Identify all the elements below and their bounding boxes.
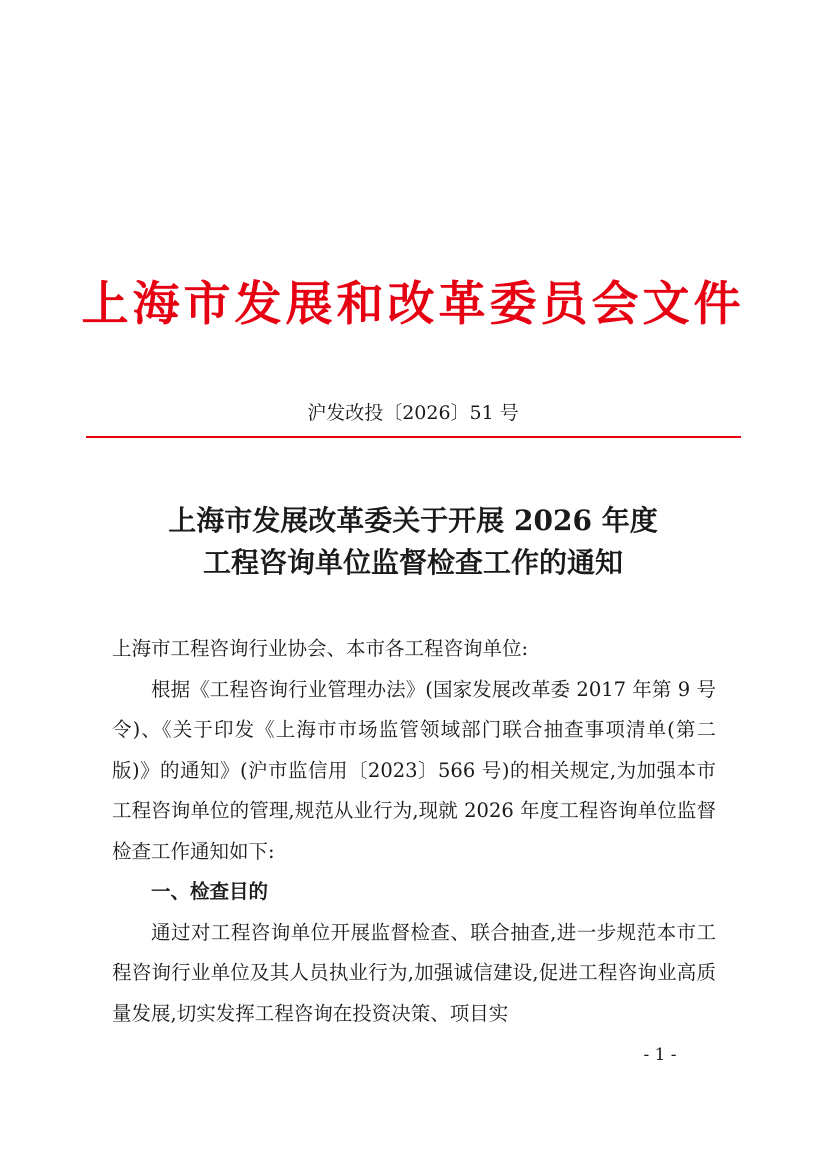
document-number: 沪发改投〔2026〕51 号 xyxy=(307,402,519,424)
red-separator-line xyxy=(86,436,741,438)
notice-body xyxy=(112,629,716,1034)
notice-title-line-1: 上海市发展改革委关于开展 2026 年度 xyxy=(168,504,658,537)
masthead-title: 上海市发展和改革委员会文件 xyxy=(81,277,745,332)
salutation: 上海市工程咨询行业协会、本市各工程咨询单位: xyxy=(112,637,529,660)
notice-title-line-2: 工程咨询单位监督检查工作的通知 xyxy=(202,546,623,579)
notice-title xyxy=(0,500,826,584)
paragraph-basis: 根据《工程咨询行业管理办法》(国家发展改革委 2017 年第 9 号令)、《关于印发《上海市市场监管领域部门联合抽查事项清单(第二版)》的通知》(沪市监信用〔2023〕566 号)的相关规定,为加强本市工程咨询单位的管理,规范从业行为,现就 2026 年度工程咨询单位监督检查工作通知如下: xyxy=(112,677,716,863)
page-number: - 1 - xyxy=(643,1045,677,1065)
section-heading-purpose: 一、检查目的 xyxy=(151,880,269,903)
paragraph-purpose: 通过对工程咨询单位开展监督检查、联合抽查,进一步规范本市工程咨询行业单位及其人员执业行为,加强诚信建设,促进工程咨询业高质量发展,切实发挥工程咨询在投资决策、项目实 xyxy=(112,920,716,1025)
